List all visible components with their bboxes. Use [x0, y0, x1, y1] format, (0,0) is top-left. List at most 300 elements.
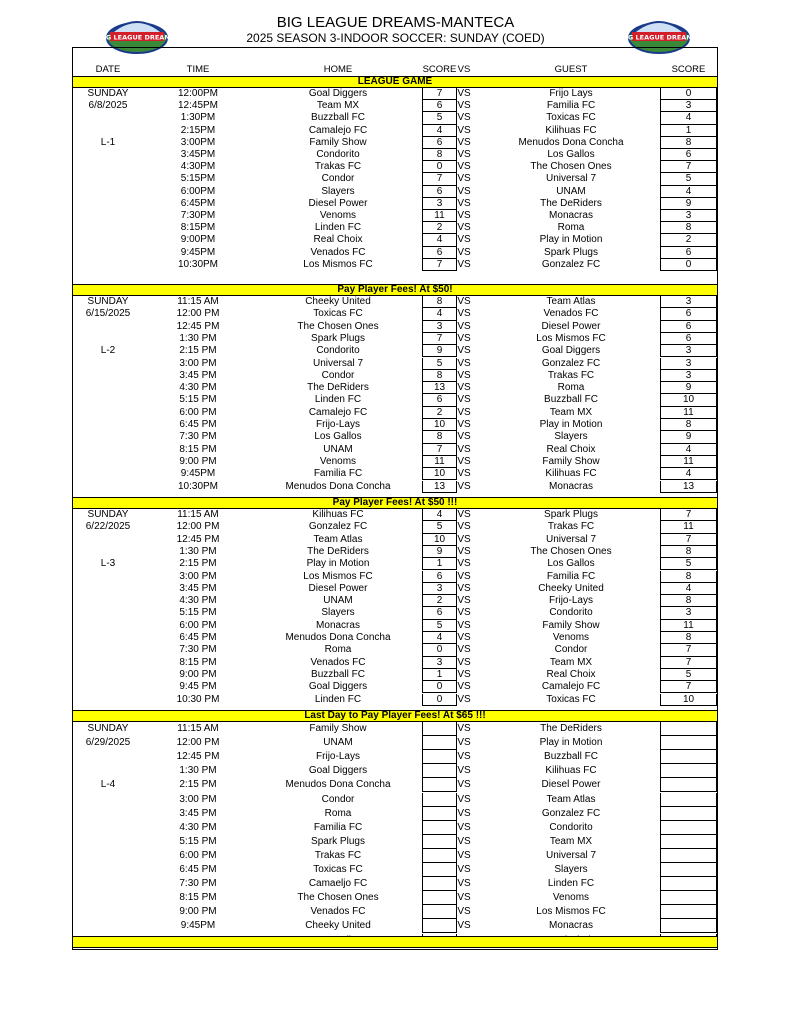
home-score	[422, 919, 457, 933]
vs-label: VS	[457, 246, 471, 258]
guest-score: 7	[660, 657, 717, 669]
date-cell	[73, 358, 143, 370]
date-cell	[73, 222, 143, 234]
date-cell	[73, 694, 143, 706]
game-time: 2:15 PM	[179, 779, 217, 791]
vs-label: VS	[457, 161, 471, 173]
guest-score: 5	[660, 558, 717, 570]
home-score	[422, 750, 457, 764]
vs-label: VS	[457, 357, 471, 369]
home-team: The Chosen Ones	[297, 892, 379, 904]
game-row	[73, 694, 717, 706]
guest-score: 3	[660, 358, 717, 370]
guest-score: 7	[660, 681, 717, 693]
date-cell: L-2	[100, 345, 116, 357]
guest-team: Condor	[554, 644, 588, 656]
game-row	[73, 173, 717, 185]
guest-score: 6	[660, 321, 717, 333]
guest-team: Los Gallos	[547, 558, 595, 570]
week-4-banner: Last Day to Pay Player Fees! At $65 !!!	[73, 710, 717, 722]
home-team: Goal Diggers	[308, 88, 368, 99]
home-score: 5	[422, 358, 457, 370]
date-cell	[73, 394, 143, 406]
guest-score	[660, 778, 717, 792]
game-row	[73, 161, 717, 173]
guest-score: 7	[660, 534, 717, 546]
game-time: 12:00 PM	[176, 737, 220, 749]
game-time: 9:00PM	[180, 234, 216, 246]
home-score: 8	[422, 149, 457, 161]
game-row	[73, 657, 717, 669]
game-time: 9:45 PM	[179, 681, 217, 693]
game-row	[73, 764, 717, 778]
guest-score: 9	[660, 382, 717, 394]
guest-score: 3	[660, 345, 717, 357]
guest-team: Toxicas FC	[546, 112, 596, 124]
game-time: 9:00 PM	[179, 455, 217, 467]
home-score: 9	[422, 546, 457, 558]
home-score: 8	[422, 431, 457, 443]
home-team: Slayers	[321, 185, 355, 197]
guest-team: Team Atlas	[546, 296, 596, 307]
game-time: 4:30PM	[180, 161, 216, 173]
week-3-banner: Pay Player Fees! At $50 !!!	[73, 497, 717, 509]
date-cell	[73, 234, 143, 246]
game-time: 3:00 PM	[179, 793, 217, 805]
home-score: 0	[422, 694, 457, 706]
guest-score: 3	[660, 210, 717, 222]
game-time: 7:30 PM	[179, 644, 217, 656]
game-time: 8:15 PM	[179, 656, 217, 668]
date-cell: 6/15/2025	[85, 308, 131, 320]
schedule-table	[72, 47, 718, 950]
guest-team: Kilihuas FC	[545, 765, 597, 777]
game-time: 9:45PM	[180, 468, 216, 480]
guest-score: 7	[660, 161, 717, 173]
vs-label: VS	[457, 308, 471, 320]
header-guest-score: SCORE	[671, 64, 706, 75]
home-score: 1	[422, 669, 457, 681]
guest-score: 3	[660, 370, 717, 382]
home-team: Play in Motion	[306, 558, 370, 570]
vs-label: VS	[457, 222, 471, 234]
game-row	[73, 137, 717, 149]
vs-label: VS	[457, 920, 471, 932]
game-row	[73, 558, 717, 570]
game-row	[73, 247, 717, 259]
guest-score: 3	[660, 607, 717, 619]
guest-score: 8	[660, 595, 717, 607]
guest-score: 8	[660, 546, 717, 558]
date-cell	[73, 370, 143, 382]
home-team: Family Show	[309, 723, 367, 734]
home-team: Roma	[324, 644, 352, 656]
home-team: Buzzball FC	[311, 668, 365, 680]
game-row	[73, 88, 717, 100]
guest-team: Cheeky United	[538, 582, 604, 594]
game-time: 5:15 PM	[179, 607, 217, 619]
home-score: 2	[422, 407, 457, 419]
guest-team: Team MX	[549, 406, 593, 418]
vs-label: VS	[457, 419, 471, 430]
vs-label: VS	[457, 668, 471, 680]
vs-label: VS	[457, 723, 471, 734]
vs-label: VS	[457, 737, 471, 749]
guest-team: Team Atlas	[546, 793, 596, 805]
guest-team: Kilihuas FC	[545, 124, 597, 136]
header-guest: GUEST	[554, 64, 588, 75]
home-score: 4	[422, 509, 457, 521]
home-team: Camalejo FC	[308, 406, 368, 418]
guest-score: 4	[660, 186, 717, 198]
guest-score: 5	[660, 669, 717, 681]
game-time: 3:45 PM	[179, 369, 217, 381]
vs-label: VS	[457, 644, 471, 656]
game-row	[73, 835, 717, 849]
game-time: 1:30PM	[180, 112, 216, 124]
home-team: Spark Plugs	[311, 835, 365, 847]
game-time: 3:00 PM	[179, 570, 217, 582]
date-cell: L-4	[100, 779, 116, 791]
home-score: 0	[422, 681, 457, 693]
guest-team: Buzzball FC	[544, 751, 598, 763]
date-cell: L-3	[100, 558, 116, 570]
vs-label: VS	[457, 545, 471, 557]
game-time: 6:00PM	[180, 185, 216, 197]
game-time: 2:15 PM	[179, 558, 217, 570]
logo-right-text: BIG LEAGUE DREAMS	[620, 33, 698, 42]
guest-score: 11	[660, 521, 717, 533]
date-cell	[73, 821, 143, 835]
game-row	[73, 681, 717, 693]
game-time: 9:00 PM	[179, 668, 217, 680]
date-cell	[73, 259, 143, 271]
game-time: 10:30PM	[177, 480, 219, 492]
home-score: 10	[422, 419, 457, 431]
guest-score: 4	[660, 112, 717, 124]
game-row	[73, 125, 717, 137]
home-team: Familia FC	[313, 468, 363, 480]
game-row	[73, 382, 717, 394]
game-row	[73, 669, 717, 681]
guest-team: Frijo Lays	[549, 88, 593, 99]
guest-team: Venados FC	[543, 308, 599, 320]
home-team: The DeRiders	[307, 545, 369, 557]
date-cell	[73, 750, 143, 764]
vs-label: VS	[457, 632, 471, 643]
game-time: 4:30 PM	[179, 595, 217, 607]
game-time: 6:45PM	[180, 197, 216, 209]
date-cell	[73, 632, 143, 644]
date-cell	[73, 247, 143, 259]
game-row	[73, 509, 717, 521]
game-time: 8:15 PM	[179, 443, 217, 455]
guest-score	[660, 835, 717, 849]
home-team: Linden FC	[314, 394, 362, 406]
vs-label: VS	[457, 607, 471, 619]
date-cell	[73, 644, 143, 656]
guest-team: Family Show	[542, 455, 600, 467]
guest-score: 0	[660, 259, 717, 271]
home-team: Universal 7	[312, 357, 364, 369]
guest-team: Frijo-Lays	[549, 595, 593, 607]
home-team: Menudos Dona Concha	[285, 480, 391, 492]
home-team: Camalejo FC	[308, 124, 368, 136]
vs-label: VS	[457, 369, 471, 381]
guest-score	[660, 722, 717, 736]
guest-team: Venoms	[552, 892, 590, 904]
vs-label: VS	[457, 320, 471, 332]
home-team: Roma	[324, 807, 352, 819]
game-time: 5:15 PM	[179, 835, 217, 847]
home-score	[422, 764, 457, 778]
game-time: 8:15PM	[180, 222, 216, 234]
date-cell	[73, 173, 143, 185]
guest-score	[660, 891, 717, 905]
date-cell	[73, 481, 143, 493]
home-team: Slayers	[321, 607, 355, 619]
game-row	[73, 234, 717, 246]
date-cell	[73, 905, 143, 919]
date-cell: SUNDAY	[87, 509, 129, 520]
date-cell	[73, 431, 143, 443]
home-score: 7	[422, 333, 457, 345]
guest-team: Roma	[557, 382, 585, 394]
home-score: 7	[422, 88, 457, 100]
home-team: Frijo-Lays	[316, 751, 360, 763]
home-score: 8	[422, 370, 457, 382]
home-score: 5	[422, 620, 457, 632]
game-time: 2:15PM	[180, 124, 216, 136]
guest-team: Team MX	[549, 656, 593, 668]
vs-label: VS	[457, 793, 471, 805]
guest-team: Spark Plugs	[544, 246, 598, 258]
home-score: 7	[422, 444, 457, 456]
home-score	[422, 793, 457, 807]
game-time: 6:45 PM	[179, 632, 217, 643]
game-row	[73, 210, 717, 222]
guest-score	[660, 849, 717, 863]
vs-label: VS	[457, 864, 471, 875]
game-row	[73, 481, 717, 493]
game-time: 7:30PM	[180, 210, 216, 221]
date-cell	[73, 198, 143, 210]
guest-team: Condorito	[549, 821, 593, 833]
home-score: 6	[422, 247, 457, 259]
vs-label: VS	[457, 382, 471, 394]
home-team: Los Mismos FC	[303, 258, 373, 270]
guest-score	[660, 807, 717, 821]
date-cell	[73, 919, 143, 933]
vs-label: VS	[457, 821, 471, 833]
date-cell	[73, 877, 143, 891]
date-cell	[73, 595, 143, 607]
guest-score: 11	[660, 456, 717, 468]
home-team: Team MX	[316, 100, 360, 112]
guest-team: Trakas FC	[547, 369, 595, 381]
vs-label: VS	[457, 849, 471, 861]
home-score	[422, 821, 457, 835]
guest-score: 1	[660, 125, 717, 137]
home-team: Diesel Power	[308, 197, 368, 209]
guest-score	[660, 863, 717, 877]
guest-score: 9	[660, 431, 717, 443]
vs-label: VS	[457, 210, 471, 221]
guest-score: 4	[660, 583, 717, 595]
home-team: Venoms	[319, 210, 357, 221]
date-cell	[73, 583, 143, 595]
vs-label: VS	[457, 807, 471, 819]
game-row	[73, 863, 717, 877]
guest-team: Trakas FC	[547, 521, 595, 533]
game-time: 12:45 PM	[176, 751, 220, 763]
guest-team: Diesel Power	[541, 320, 601, 332]
game-row	[73, 186, 717, 198]
guest-score	[660, 905, 717, 919]
home-team: Venados FC	[310, 906, 366, 918]
header-date: DATE	[95, 64, 121, 75]
date-cell	[73, 546, 143, 558]
home-score: 6	[422, 137, 457, 149]
home-score	[422, 736, 457, 750]
guest-score: 8	[660, 137, 717, 149]
home-score	[422, 849, 457, 863]
game-time: 12:00 PM	[176, 308, 220, 320]
game-time: 12:45 PM	[176, 533, 220, 545]
home-team: Real Choix	[313, 234, 363, 246]
date-cell	[73, 468, 143, 480]
date-cell	[73, 161, 143, 173]
vs-label: VS	[457, 892, 471, 904]
guest-team: Venoms	[552, 632, 590, 643]
guest-score: 8	[660, 222, 717, 234]
vs-label: VS	[457, 681, 471, 693]
guest-score: 8	[660, 571, 717, 583]
home-team: Linden FC	[314, 693, 362, 705]
vs-label: VS	[457, 173, 471, 185]
guest-score: 10	[660, 694, 717, 706]
guest-score: 0	[660, 88, 717, 100]
game-time: 5:15 PM	[179, 394, 217, 406]
date-cell	[73, 125, 143, 137]
game-time: 4:30 PM	[179, 821, 217, 833]
vs-label: VS	[457, 149, 471, 160]
home-team: Family Show	[309, 136, 367, 148]
home-team: Venados FC	[310, 656, 366, 668]
home-team: Goal Diggers	[308, 681, 368, 693]
vs-label: VS	[457, 185, 471, 197]
game-row	[73, 259, 717, 271]
vs-label: VS	[457, 345, 471, 357]
game-row	[73, 849, 717, 863]
guest-score: 11	[660, 407, 717, 419]
game-row	[73, 750, 717, 764]
vs-label: VS	[457, 509, 471, 520]
home-team: Condorito	[316, 149, 360, 160]
guest-score: 8	[660, 419, 717, 431]
home-team: Condor	[321, 793, 355, 805]
vs-label: VS	[457, 570, 471, 582]
date-cell	[73, 607, 143, 619]
home-score	[422, 778, 457, 792]
guest-team: Menudos Dona Concha	[518, 136, 624, 148]
home-score: 13	[422, 481, 457, 493]
home-team: Menudos Dona Concha	[285, 779, 391, 791]
guest-team: Familia FC	[546, 570, 596, 582]
game-row	[73, 407, 717, 419]
home-team: Trakas FC	[314, 161, 362, 173]
week-2-banner: Pay Player Fees! At $50!	[73, 284, 717, 296]
guest-score: 7	[660, 509, 717, 521]
guest-score	[660, 919, 717, 933]
game-row	[73, 546, 717, 558]
home-score: 4	[422, 308, 457, 320]
vs-label: VS	[457, 234, 471, 246]
date-cell: 6/29/2025	[85, 737, 131, 749]
home-score: 5	[422, 112, 457, 124]
date-cell	[73, 186, 143, 198]
guest-team: Gonzalez FC	[541, 807, 601, 819]
game-time: 7:30 PM	[179, 878, 217, 890]
home-score: 4	[422, 632, 457, 644]
home-score: 7	[422, 259, 457, 271]
game-time: 6:45 PM	[179, 419, 217, 430]
game-row	[73, 468, 717, 480]
vs-label: VS	[457, 332, 471, 344]
game-time: 12:00 PM	[176, 521, 220, 533]
home-score: 2	[422, 595, 457, 607]
vs-label: VS	[457, 595, 471, 607]
guest-team: Family Show	[542, 619, 600, 631]
vs-label: VS	[457, 835, 471, 847]
home-score: 1	[422, 558, 457, 570]
home-score: 6	[422, 100, 457, 112]
home-score: 7	[422, 173, 457, 185]
guest-team: Los Mismos FC	[536, 906, 606, 918]
vs-label: VS	[457, 443, 471, 455]
date-cell	[73, 456, 143, 468]
vs-label: VS	[457, 619, 471, 631]
home-score: 11	[422, 210, 457, 222]
game-row	[73, 722, 717, 736]
home-team: Goal Diggers	[308, 765, 368, 777]
home-team: Los Mismos FC	[303, 570, 373, 582]
guest-score: 4	[660, 468, 717, 480]
home-team: Gonzalez FC	[308, 521, 368, 533]
game-row	[73, 419, 717, 431]
game-time: 6:00 PM	[179, 849, 217, 861]
home-score: 6	[422, 394, 457, 406]
guest-team: Play in Motion	[539, 737, 603, 749]
date-cell	[73, 764, 143, 778]
date-cell	[73, 863, 143, 877]
game-row	[73, 112, 717, 124]
home-score: 9	[422, 345, 457, 357]
header-vs: VS	[457, 64, 471, 75]
guest-score: 5	[660, 173, 717, 185]
vs-label: VS	[457, 394, 471, 406]
game-time: 2:15 PM	[179, 345, 217, 357]
home-team: Condor	[321, 173, 355, 185]
game-time: 9:45PM	[180, 246, 216, 258]
home-team: UNAM	[323, 595, 353, 607]
vs-label: VS	[457, 406, 471, 418]
game-time: 12:45PM	[177, 100, 219, 112]
guest-score: 11	[660, 620, 717, 632]
guest-team: Monacras	[549, 210, 593, 221]
vs-label: VS	[457, 521, 471, 533]
guest-score	[660, 764, 717, 778]
